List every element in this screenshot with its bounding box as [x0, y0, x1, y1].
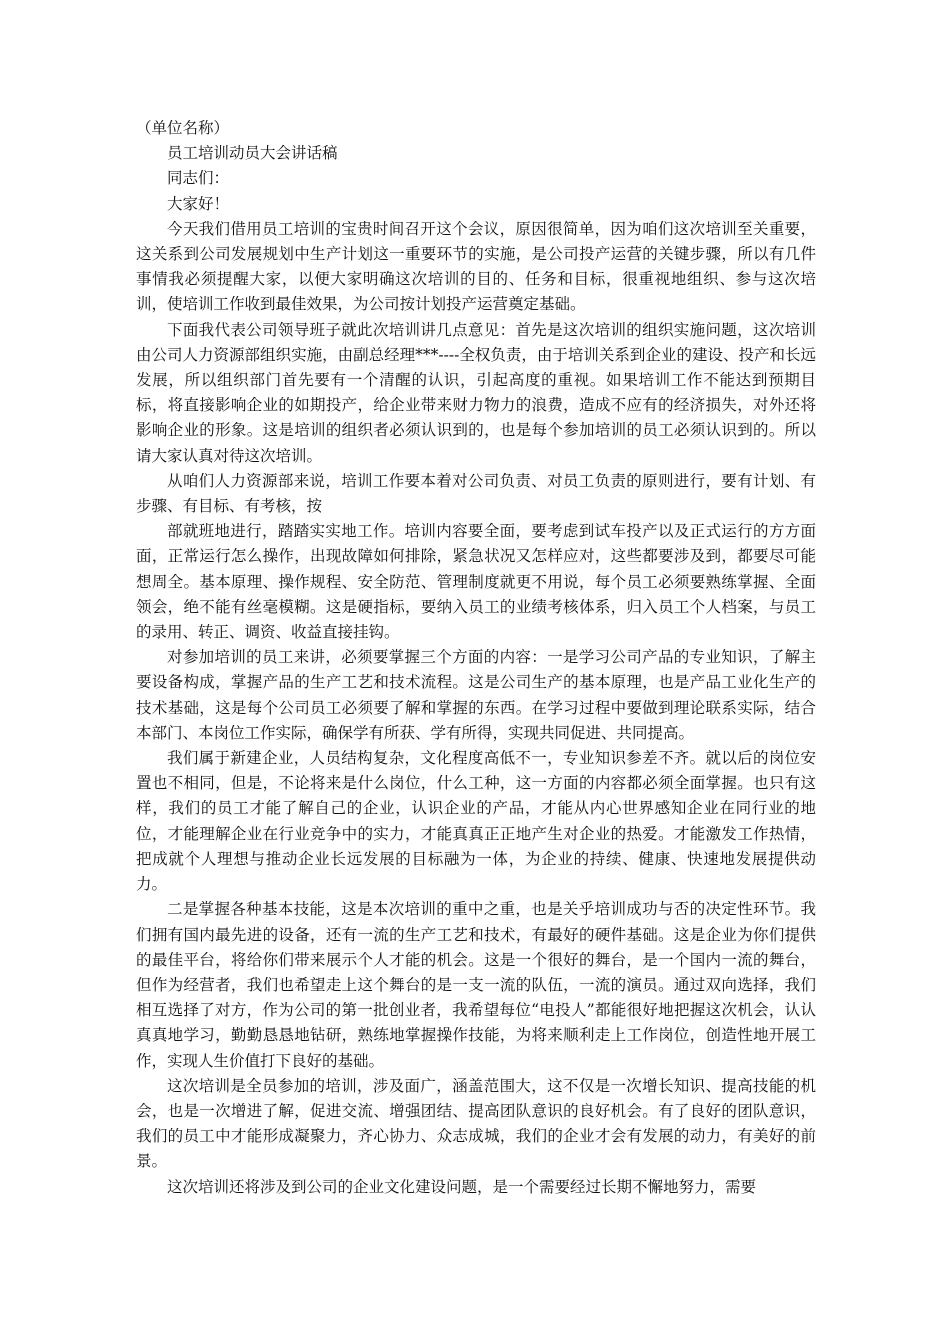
- paragraph: 我们属于新建企业，人员结构复杂，文化程度高低不一，专业知识参差不齐。就以后的岗位安置也不相同，但是，不论将来是什么岗位，什么工种，这一方面的内容都必须全面掌握。也只有这样，我们的员工才能了解自己的企业，认识企业的产品，才能从内心世界感知企业在同行业的地位，才能理解企业在行业竞争中的实力，才能真真正正地产生对企业的热爱。才能激发工作热情，把成就个人理想与推动企业长远发展的目标融为一体，为企业的持续、健康、快速地发展提供动力。: [136, 749, 816, 894]
- paragraph: 今天我们借用员工培训的宝贵时间召开这个会议，原因很简单，因为咱们这次培训至关重要，这关系到公司发展规划中生产计划这一重要环节的实施，是公司投产运营的关键步骤，所以有几件事情我必须提醒大家，以便大家明确这次培训的目的、任务和目标，很重视地组织、参与这次培训，使培训工作收到最佳效果，为公司按计划投产运营奠定基础。: [136, 219, 816, 314]
- paragraph: 下面我代表公司领导班子就此次培训讲几点意见：首先是这次培训的组织实施问题，这次培训由公司人力资源部组织实施，由副总经理***----全权负责，由于培训关系到企业的建设、投产和长远发展，所以组织部门首先要有一个清醒的认识，引起高度的重视。如果培训工作不能达到预期目标，将直接影响企业的如期投产，给企业带来财力物力的浪费，造成不应有的经济损失，对外还将影响企业的形象。这是培训的组织者必须认识到的，也是每个参加培训的员工必须认识到的。所以请大家认真对待这次培训。: [136, 320, 816, 465]
- paragraph: 部就班地进行，踏踏实实地工作。培训内容要全面，要考虑到试车投产以及正式运行的方方面面，正常运行怎么操作，出现故障如何排除，紧急状况又怎样应对，这些都要涉及到，都要尽可能想周全。基本原理、操作规程、安全防范、管理制度就更不用说，每个员工必须要熟练掌握、全面领会，绝不能有丝毫模糊。这是硬指标，要纳入员工的业绩考核体系，归入员工个人档案，与员工的录用、转正、调资、收益直接挂钩。: [136, 522, 816, 642]
- paragraph: 从咱们人力资源部来说，培训工作要本着对公司负责、对员工负责的原则进行，要有计划、有步骤、有目标、有考核，按: [136, 471, 816, 516]
- paragraph: 这次培训还将涉及到公司的企业文化建设问题，是一个需要经过长期不懈地努力，需要: [167, 1177, 757, 1196]
- paragraph: 二是掌握各种基本技能，这是本次培训的重中之重，也是关乎培训成功与否的决定性环节。我们拥有国内最先进的设备，还有一流的生产工艺和技术，有最好的硬件基础。这是企业为你们提供的最佳平台，将给你们带来展示个人才能的机会。这是一个很好的舞台，是一个国内一流的舞台，但作为经营者，我们也希望走上这个舞台的是一支一流的队伍，一流的演员。通过双向选择，我们相互选择了对方，作为公司的第一批创业者，我希望每位“电投人”都能很好地把握这次机会，认认真真地学习，勤勤恳恳地钻研，熟练地掌握操作技能，为将来顺利走上工作岗位，创造性地开展工作，实现人生价值打下良好的基础。: [136, 900, 816, 1070]
- paragraph: 对参加培训的员工来讲，必须要掌握三个方面的内容：一是学习公司产品的专业知识，了解主要设备构成，掌握产品的生产工艺和技术流程。这是公司生产的基本原理，也是产品工业化生产的技术基础，这是每个公司员工必须要了解和掌握的东西。在学习过程中要做到理论联系实际，结合本部门、本岗位工作实际，确保学有所获、学有所得，实现共同促进、共同提高。: [136, 648, 816, 742]
- salutation: 同志们：: [167, 169, 230, 188]
- greeting: 大家好！: [167, 194, 230, 213]
- document-body: [136, 116, 816, 1200]
- unit-name: （单位名称）: [136, 119, 230, 137]
- document-title: 员工培训动员大会讲话稿: [167, 144, 338, 163]
- paragraph: 这次培训是全员参加的培训，涉及面广，涵盖范围大，这不仅是一次增长知识、提高技能的机会，也是一次增进了解，促进交流、增强团结、提高团队意识的良好机会。有了良好的团队意识，我们的员工中才能形成凝聚力，齐心协力、众志成城，我们的企业才会有发展的动力，有美好的前景。: [136, 1076, 816, 1171]
